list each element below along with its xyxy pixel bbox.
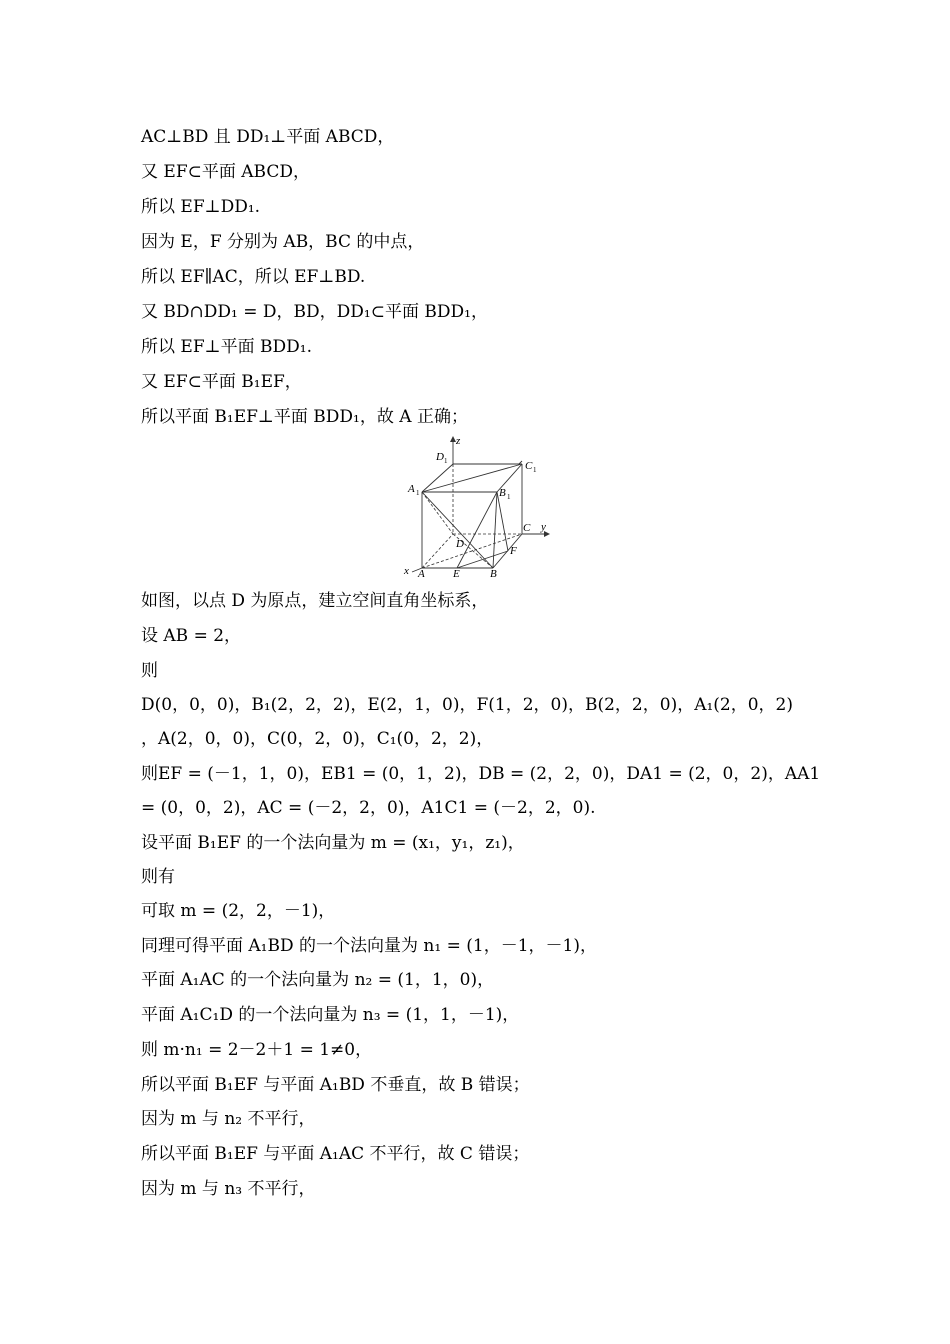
text-line: 同理可得平面 A₁BD 的一个法向量为 n₁ = (1，－1，－1)， [141, 936, 597, 956]
text-line: AC⊥BD 且 DD₁⊥平面 ABCD， [141, 127, 395, 147]
vertex-label-e: E [453, 568, 460, 580]
text-line: 则 [141, 661, 158, 681]
text-line: 又 EF⊂平面 B₁EF， [141, 372, 302, 392]
vertex-subscript: 1 [416, 489, 420, 497]
text-line: ，A(2，0，0)，C(0，2，0)，C₁(0，2，2)， [141, 729, 494, 749]
text-line: 所以平面 B₁EF 与平面 A₁BD 不垂直，故 B 错误； [141, 1075, 530, 1095]
text-line: 所以平面 B₁EF⊥平面 BDD₁，故 A 正确； [141, 407, 468, 427]
text-line: 所以平面 B₁EF 与平面 A₁AC 不平行，故 C 错误； [141, 1144, 530, 1164]
vertex-label-b: B [490, 568, 497, 580]
text-line: 所以 EF⊥DD₁. [141, 197, 261, 217]
text-line: 所以 EF∥AC，所以 EF⊥BD. [141, 267, 366, 287]
vertex-label-a: A [418, 568, 425, 580]
text-line: 则有 [141, 867, 175, 887]
axis-label-x: x [404, 565, 409, 577]
vertex-subscript: 1 [507, 493, 511, 501]
vertex-label-b1: B [499, 487, 506, 499]
text-line: 又 BD∩DD₁ = D，BD，DD₁⊂平面 BDD₁， [141, 302, 488, 322]
text-line: 因为 E，F 分别为 AB，BC 的中点， [141, 232, 425, 252]
vertex-label-d1: D [436, 451, 444, 463]
text-line: 可取 m = (2，2，－1)， [141, 901, 336, 921]
vertex-label-c: C [523, 522, 531, 534]
text-line: 所以 EF⊥平面 BDD₁. [141, 337, 312, 357]
vertex-label-f: F [510, 545, 517, 557]
vertex-label-c1: C [525, 460, 533, 472]
text-line: 则 m·n₁ = 2－2＋1 = 1≠0， [141, 1040, 373, 1060]
text-line: 因为 m 与 n₂ 不平行， [141, 1109, 316, 1129]
vertex-label-d: D [456, 538, 464, 550]
vertex-label-a1: A [408, 483, 415, 495]
axis-label-y: y [541, 521, 546, 533]
cube-coordinate-figure [398, 434, 558, 582]
text-line: 设平面 B₁EF 的一个法向量为 m = (x₁，y₁，z₁)， [141, 833, 525, 853]
text-line: 设 AB = 2， [141, 626, 242, 646]
vertex-subscript: 1 [533, 466, 537, 474]
text-line: 又 EF⊂平面 ABCD， [141, 162, 310, 182]
text-line: 因为 m 与 n₃ 不平行， [141, 1179, 316, 1199]
text-line: 平面 A₁C₁D 的一个法向量为 n₃ = (1，1，－1)， [141, 1005, 520, 1025]
vertex-subscript: 1 [444, 457, 448, 465]
text-line: D(0，0，0)，B₁(2，2，2)，E(2，1，0)，F(1，2，0)，B(2，2，0)，A₁(2，0，2) [141, 695, 794, 715]
axis-label-z: z [456, 435, 461, 447]
text-line: 如图，以点 D 为原点，建立空间直角坐标系， [141, 591, 489, 611]
text-line: = (0，0，2)，AC = (－2，2，0)，A1C1 = (－2，2，0). [141, 798, 596, 818]
text-line: 平面 A₁AC 的一个法向量为 n₂ = (1，1，0)， [141, 970, 495, 990]
text-line: 则EF = (－1，1，0)，EB1 = (0，1，2)，DB = (2，2，0)，DA1 = (2，0，2)，AA1 [141, 764, 821, 784]
